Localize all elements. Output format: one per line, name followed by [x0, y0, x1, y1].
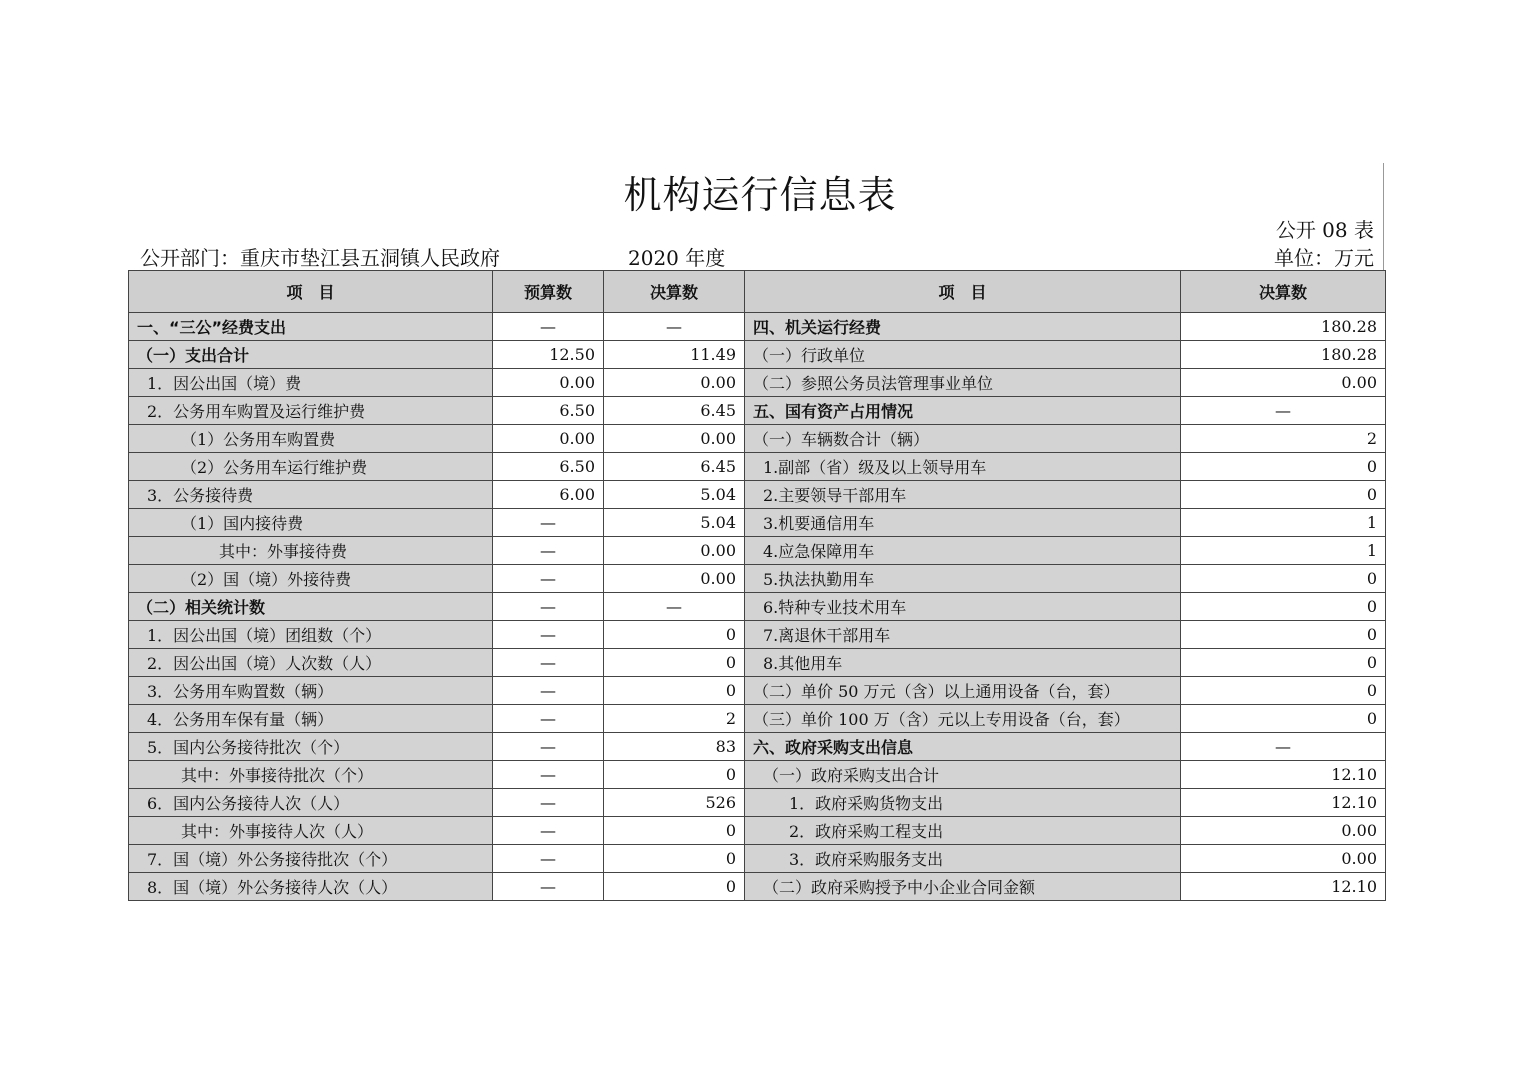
final-cell: 0 — [604, 845, 745, 873]
budget-cell: — — [493, 817, 604, 845]
final-cell: 11.49 — [604, 341, 745, 369]
left-item-cell: 其中：外事接待人次（人） — [129, 817, 493, 845]
final-cell: — — [604, 593, 745, 621]
right-value-cell: 1 — [1181, 537, 1386, 565]
final-cell: 5.04 — [604, 481, 745, 509]
budget-cell: — — [493, 649, 604, 677]
budget-cell: 0.00 — [493, 369, 604, 397]
left-item-cell: 7．国（境）外公务接待批次（个） — [129, 845, 493, 873]
right-value-cell: 1 — [1181, 509, 1386, 537]
budget-cell: — — [493, 733, 604, 761]
left-item-cell: 8．国（境）外公务接待人次（人） — [129, 873, 493, 901]
left-item-cell: （二）相关统计数 — [129, 593, 493, 621]
final-cell: 0 — [604, 761, 745, 789]
right-value-cell: 12.10 — [1181, 761, 1386, 789]
final-cell: 0 — [604, 677, 745, 705]
right-item-cell: 1．政府采购货物支出 — [745, 789, 1181, 817]
final-cell: 6.45 — [604, 453, 745, 481]
table-row — [129, 481, 1386, 509]
right-item-cell: （一）行政单位 — [745, 341, 1181, 369]
table-row — [129, 509, 1386, 537]
table-row — [129, 453, 1386, 481]
right-item-cell: （一）车辆数合计（辆） — [745, 425, 1181, 453]
table-row — [129, 593, 1386, 621]
right-value-cell: 2 — [1181, 425, 1386, 453]
final-cell: 0 — [604, 621, 745, 649]
right-value-cell: 0 — [1181, 565, 1386, 593]
left-item-cell: 6．国内公务接待人次（人） — [129, 789, 493, 817]
right-value-cell: 0 — [1181, 621, 1386, 649]
budget-cell: 12.50 — [493, 341, 604, 369]
right-item-cell: （一）政府采购支出合计 — [745, 761, 1181, 789]
right-value-cell: 12.10 — [1181, 789, 1386, 817]
final-cell: 0.00 — [604, 369, 745, 397]
table-row — [129, 817, 1386, 845]
right-item-cell: （二）单价 50 万元（含）以上通用设备（台，套） — [745, 677, 1181, 705]
table-row — [129, 733, 1386, 761]
left-item-cell: （1）国内接待费 — [129, 509, 493, 537]
left-item-cell: 一、“三公”经费支出 — [129, 313, 493, 341]
info-table — [128, 270, 1386, 901]
final-cell: 0 — [604, 873, 745, 901]
column-header-budget: 预算数 — [493, 271, 604, 313]
right-value-cell: 0 — [1181, 593, 1386, 621]
budget-cell: 6.50 — [493, 397, 604, 425]
right-item-cell: 5.执法执勤用车 — [745, 565, 1181, 593]
left-item-cell: 5．国内公务接待批次（个） — [129, 733, 493, 761]
budget-cell: — — [493, 593, 604, 621]
right-item-cell: 四、机关运行经费 — [745, 313, 1181, 341]
budget-cell: — — [493, 509, 604, 537]
form-number: 公开 08 表 — [1275, 218, 1374, 242]
column-header-final: 决算数 — [604, 271, 745, 313]
table-row — [129, 537, 1386, 565]
right-item-cell: 7.离退休干部用车 — [745, 621, 1181, 649]
right-value-cell: 0 — [1181, 677, 1386, 705]
right-item-cell: （二）参照公务员法管理事业单位 — [745, 369, 1181, 397]
right-value-cell: 0 — [1181, 705, 1386, 733]
column-header-item-right: 项 目 — [745, 271, 1181, 313]
table-row — [129, 313, 1386, 341]
final-cell: 0 — [604, 649, 745, 677]
left-item-cell: 3．公务接待费 — [129, 481, 493, 509]
right-item-cell: 2.主要领导干部用车 — [745, 481, 1181, 509]
budget-cell: — — [493, 677, 604, 705]
budget-cell: — — [493, 873, 604, 901]
column-header-final-right: 决算数 — [1181, 271, 1386, 313]
unit-label: 单位：万元 — [1274, 246, 1374, 270]
final-cell: 5.04 — [604, 509, 745, 537]
right-value-cell: — — [1181, 733, 1386, 761]
right-item-cell: （二）政府采购授予中小企业合同金额 — [745, 873, 1181, 901]
final-cell: 0 — [604, 817, 745, 845]
budget-cell: 0.00 — [493, 425, 604, 453]
left-item-cell: 2．公务用车购置及运行维护费 — [129, 397, 493, 425]
table-row — [129, 425, 1386, 453]
table-header-row — [129, 271, 1386, 313]
final-cell: — — [604, 313, 745, 341]
right-value-cell: 12.10 — [1181, 873, 1386, 901]
right-value-cell: — — [1181, 397, 1386, 425]
final-cell: 0.00 — [604, 537, 745, 565]
left-item-cell: （1）公务用车购置费 — [129, 425, 493, 453]
budget-cell: — — [493, 621, 604, 649]
table-row — [129, 873, 1386, 901]
right-item-cell: 2．政府采购工程支出 — [745, 817, 1181, 845]
column-header-item-left: 项 目 — [129, 271, 493, 313]
table-row — [129, 369, 1386, 397]
right-value-cell: 0.00 — [1181, 817, 1386, 845]
final-cell: 83 — [604, 733, 745, 761]
right-value-cell: 0.00 — [1181, 369, 1386, 397]
right-item-cell: 8.其他用车 — [745, 649, 1181, 677]
right-value-cell: 0 — [1181, 453, 1386, 481]
budget-cell: 6.00 — [493, 481, 604, 509]
meta-row — [140, 242, 1374, 270]
left-item-cell: （2）公务用车运行维护费 — [129, 453, 493, 481]
left-item-cell: 2．因公出国（境）人次数（人） — [129, 649, 493, 677]
divider — [1383, 163, 1384, 270]
final-cell: 0.00 — [604, 565, 745, 593]
table-body — [129, 313, 1386, 901]
table-row — [129, 649, 1386, 677]
left-item-cell: 1．因公出国（境）团组数（个） — [129, 621, 493, 649]
right-value-cell: 0 — [1181, 481, 1386, 509]
budget-cell: — — [493, 761, 604, 789]
right-item-cell: 六、政府采购支出信息 — [745, 733, 1181, 761]
right-item-cell: 4.应急保障用车 — [745, 537, 1181, 565]
right-item-cell: 6.特种专业技术用车 — [745, 593, 1181, 621]
left-item-cell: 其中：外事接待费 — [129, 537, 493, 565]
budget-cell: — — [493, 537, 604, 565]
right-value-cell: 0.00 — [1181, 845, 1386, 873]
final-cell: 526 — [604, 789, 745, 817]
left-item-cell: 3．公务用车购置数（辆） — [129, 677, 493, 705]
budget-cell: — — [493, 565, 604, 593]
year-label: 2020 年度 — [628, 246, 726, 270]
right-value-cell: 180.28 — [1181, 313, 1386, 341]
table-row — [129, 621, 1386, 649]
right-value-cell: 180.28 — [1181, 341, 1386, 369]
budget-cell: — — [493, 845, 604, 873]
right-item-cell: 1.副部（省）级及以上领导用车 — [745, 453, 1181, 481]
table-row — [129, 705, 1386, 733]
left-item-cell: 4．公务用车保有量（辆） — [129, 705, 493, 733]
final-cell: 2 — [604, 705, 745, 733]
table-row — [129, 397, 1386, 425]
table-row — [129, 761, 1386, 789]
budget-cell: — — [493, 705, 604, 733]
right-value-cell: 0 — [1181, 649, 1386, 677]
budget-cell: 6.50 — [493, 453, 604, 481]
table-row — [129, 677, 1386, 705]
budget-cell: — — [493, 313, 604, 341]
left-item-cell: 1．因公出国（境）费 — [129, 369, 493, 397]
right-item-cell: 五、国有资产占用情况 — [745, 397, 1181, 425]
budget-cell: — — [493, 789, 604, 817]
table-row — [129, 845, 1386, 873]
table-row — [129, 565, 1386, 593]
table-row — [129, 341, 1386, 369]
final-cell: 6.45 — [604, 397, 745, 425]
right-item-cell: 3．政府采购服务支出 — [745, 845, 1181, 873]
department-label: 公开部门：重庆市垫江县五洞镇人民政府 — [140, 246, 500, 270]
final-cell: 0.00 — [604, 425, 745, 453]
right-item-cell: （三）单价 100 万（含）元以上专用设备（台，套） — [745, 705, 1181, 733]
left-item-cell: 其中：外事接待批次（个） — [129, 761, 493, 789]
right-item-cell: 3.机要通信用车 — [745, 509, 1181, 537]
left-item-cell: （2）国（境）外接待费 — [129, 565, 493, 593]
table-row — [129, 789, 1386, 817]
page-title: 机构运行信息表 — [623, 173, 897, 217]
left-item-cell: （一）支出合计 — [129, 341, 493, 369]
